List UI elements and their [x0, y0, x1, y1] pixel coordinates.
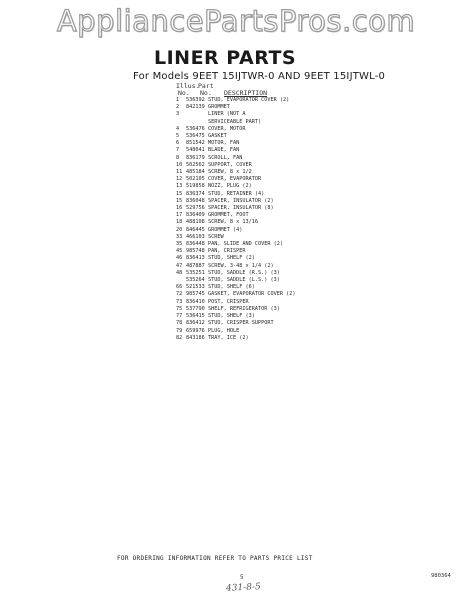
- illus-number: 15: [176, 197, 183, 204]
- illus-number: 13: [176, 183, 183, 190]
- part-number: [186, 119, 208, 126]
- part-number: 536476: [186, 125, 205, 132]
- part-description: STUD, SHELF (3): [208, 313, 255, 320]
- parts-row: [176, 147, 366, 154]
- part-description: GASKET: [208, 133, 227, 140]
- illus-number: 2: [176, 104, 180, 111]
- illus-number: 75: [176, 305, 183, 312]
- part-description: TRAY, ICE (2): [208, 334, 249, 341]
- part-number: 836409: [186, 212, 205, 219]
- part-description: SCREW, 8 x 1/2: [208, 169, 252, 176]
- illus-number: 7: [176, 147, 180, 154]
- part-number: 537790: [186, 305, 205, 312]
- part-number: 466103: [186, 233, 205, 240]
- parts-row: [176, 176, 366, 183]
- part-description: STUD, EVAPORATOR COVER (2): [208, 97, 290, 103]
- part-number: 836448: [186, 241, 205, 248]
- parts-row: [176, 241, 366, 248]
- illus-number: 66: [176, 284, 183, 291]
- parts-row: [176, 234, 366, 241]
- illus-number: 35: [176, 241, 183, 248]
- illus-number: 1: [176, 97, 180, 103]
- illus-number: 48: [176, 269, 183, 276]
- part-number: 529756: [186, 205, 205, 212]
- parts-row: [176, 133, 366, 140]
- description-column-label: DESCRIPTION: [224, 89, 268, 97]
- part-column-label: Part: [198, 82, 214, 90]
- parts-row: [176, 313, 366, 320]
- part-number: 843186: [186, 334, 205, 341]
- page-title: LINER PARTS: [154, 47, 297, 69]
- illus-number: 15: [176, 190, 183, 197]
- parts-row: [176, 162, 366, 169]
- part-description: PAN, SLIDE AND COVER (2): [208, 241, 283, 248]
- illus-no-label: No.: [178, 89, 190, 97]
- parts-row: [176, 263, 366, 270]
- page-number: 5: [240, 574, 244, 581]
- illus-number: 73: [176, 298, 183, 305]
- parts-row: [176, 111, 366, 118]
- part-description: STUD, SADDLE (L.S.) (3): [208, 277, 280, 284]
- parts-list: [176, 97, 366, 342]
- part-number: 536392: [186, 97, 205, 103]
- part-number: 536475: [186, 133, 205, 140]
- part-description: STUD, CRISPER SUPPORT: [208, 320, 274, 327]
- part-description: SCREW, 8 x 13/16: [208, 219, 258, 226]
- illus-number: 16: [176, 205, 183, 212]
- part-description: PAN, CRISPER: [208, 248, 246, 255]
- part-number: 548041: [186, 147, 205, 154]
- part-number: [186, 111, 208, 118]
- part-description: STUD, SADDLE (R.S.) (3): [208, 269, 280, 276]
- models-subtitle: For Models 9EET 15IJTWR-0 AND 9EET 15IJTWL-0: [133, 71, 386, 82]
- parts-row: [176, 277, 366, 284]
- illus-number: [176, 277, 186, 284]
- parts-row: [176, 205, 366, 212]
- part-description: GROMMET, FOOT: [208, 212, 249, 219]
- part-number: 502105: [186, 176, 205, 183]
- parts-row: [176, 126, 366, 133]
- part-description: MOTOR, FAN: [208, 140, 240, 147]
- part-number: 851542: [186, 140, 205, 147]
- part-description: SUPPORT, COVER: [208, 161, 252, 168]
- part-number: 488108: [186, 219, 205, 226]
- part-number: 836048: [186, 197, 205, 204]
- illus-number: 11: [176, 169, 183, 176]
- part-description: POST, CRISPER: [208, 298, 249, 305]
- part-description: BLADE, FAN: [208, 147, 240, 154]
- part-number: 535251: [186, 269, 205, 276]
- parts-row: [176, 183, 366, 190]
- illus-column-label: Illus.: [176, 82, 200, 90]
- part-description: STUD, SHELF (2): [208, 255, 255, 262]
- parts-row: [176, 291, 366, 298]
- illus-number: 20: [176, 226, 183, 233]
- part-number: 836410: [186, 298, 205, 305]
- part-number: 487887: [186, 262, 205, 269]
- part-number: 836412: [186, 320, 205, 327]
- illus-number: 10: [176, 161, 183, 168]
- parts-row: [176, 140, 366, 147]
- illus-number: 3: [176, 111, 180, 118]
- illus-number: 4: [176, 125, 180, 132]
- illus-number: [176, 119, 186, 126]
- parts-row: [176, 198, 366, 205]
- handwritten-note: 431-8-5: [225, 582, 261, 594]
- part-description: SCROLL, FAN: [208, 154, 243, 161]
- part-description: NOZZ, PLUG (2): [208, 183, 252, 190]
- document-code: 980364: [431, 573, 451, 579]
- illus-number: 6: [176, 140, 180, 147]
- parts-row: [176, 169, 366, 176]
- parts-row: [176, 320, 366, 327]
- part-description: GROMMET: [208, 104, 230, 111]
- illus-number: 78: [176, 320, 183, 327]
- part-number: 659976: [186, 327, 205, 334]
- part-no-label: No.: [200, 89, 212, 97]
- part-number: 985745: [186, 291, 205, 298]
- parts-row: [176, 255, 366, 262]
- illus-number: 5: [176, 133, 180, 140]
- part-description: SHELF, REFRIGERATOR (3): [208, 305, 280, 312]
- part-description: GASKET, EVAPORATOR COVER (2): [208, 291, 296, 298]
- parts-row: [176, 248, 366, 255]
- illus-number: 33: [176, 233, 183, 240]
- parts-row: [176, 306, 366, 313]
- part-description: STUD, SHELF (6): [208, 284, 255, 291]
- illus-number: 77: [176, 313, 183, 320]
- ordering-info-note: FOR ORDERING INFORMATION REFER TO PARTS PRICE LIST: [117, 555, 313, 562]
- parts-row: [176, 191, 366, 198]
- part-number: 536415: [186, 313, 205, 320]
- part-description: SCREW, 3-48 x 1/4 (2): [208, 262, 274, 269]
- parts-row: [176, 155, 366, 162]
- part-number: 836179: [186, 154, 205, 161]
- part-description: SERVICEABLE PART): [208, 118, 262, 125]
- illus-number: 47: [176, 262, 183, 269]
- part-number: 842139: [186, 104, 205, 111]
- part-number: 836374: [186, 190, 205, 197]
- part-description: SPACER, INSULATOR (8): [208, 205, 274, 212]
- part-description: SPACER, INSULATOR (2): [208, 197, 274, 204]
- illus-number: 82: [176, 334, 183, 341]
- parts-row: [176, 119, 366, 126]
- part-number: 985748: [186, 248, 205, 255]
- parts-row: [176, 212, 366, 219]
- illus-number: 72: [176, 291, 183, 298]
- part-number: 521533: [186, 284, 205, 291]
- parts-row: [176, 284, 366, 291]
- part-description: GROMMET (4): [208, 226, 243, 233]
- part-number: 519858: [186, 183, 205, 190]
- parts-row: [176, 97, 366, 104]
- illus-number: 17: [176, 212, 183, 219]
- parts-row: [176, 299, 366, 306]
- part-description: STUD, RETAINER (4): [208, 190, 265, 197]
- part-description: COVER, MOTOR: [208, 125, 246, 132]
- illus-number: 79: [176, 327, 183, 334]
- parts-row: [176, 219, 366, 226]
- part-description: PLUG, HOLE: [208, 327, 240, 334]
- illus-number: 46: [176, 255, 183, 262]
- part-description: LINER (NOT A: [208, 111, 246, 118]
- part-description: SCREW: [208, 233, 224, 240]
- part-description: COVER, EVAPORATOR: [208, 176, 262, 183]
- illus-number: 8: [176, 154, 180, 161]
- part-number: 485184: [186, 169, 205, 176]
- watermark: AppliancePartsPros.com: [56, 4, 416, 38]
- parts-row: [176, 270, 366, 277]
- parts-row: [176, 335, 366, 342]
- part-number: 535264: [186, 277, 205, 284]
- part-number: 502562: [186, 161, 205, 168]
- parts-row: [176, 104, 366, 111]
- illus-number: 18: [176, 219, 183, 226]
- parts-row: [176, 328, 366, 335]
- illus-number: 12: [176, 176, 183, 183]
- illus-number: 45: [176, 248, 183, 255]
- part-number: 846445: [186, 226, 205, 233]
- parts-row: [176, 227, 366, 234]
- part-number: 836413: [186, 255, 205, 262]
